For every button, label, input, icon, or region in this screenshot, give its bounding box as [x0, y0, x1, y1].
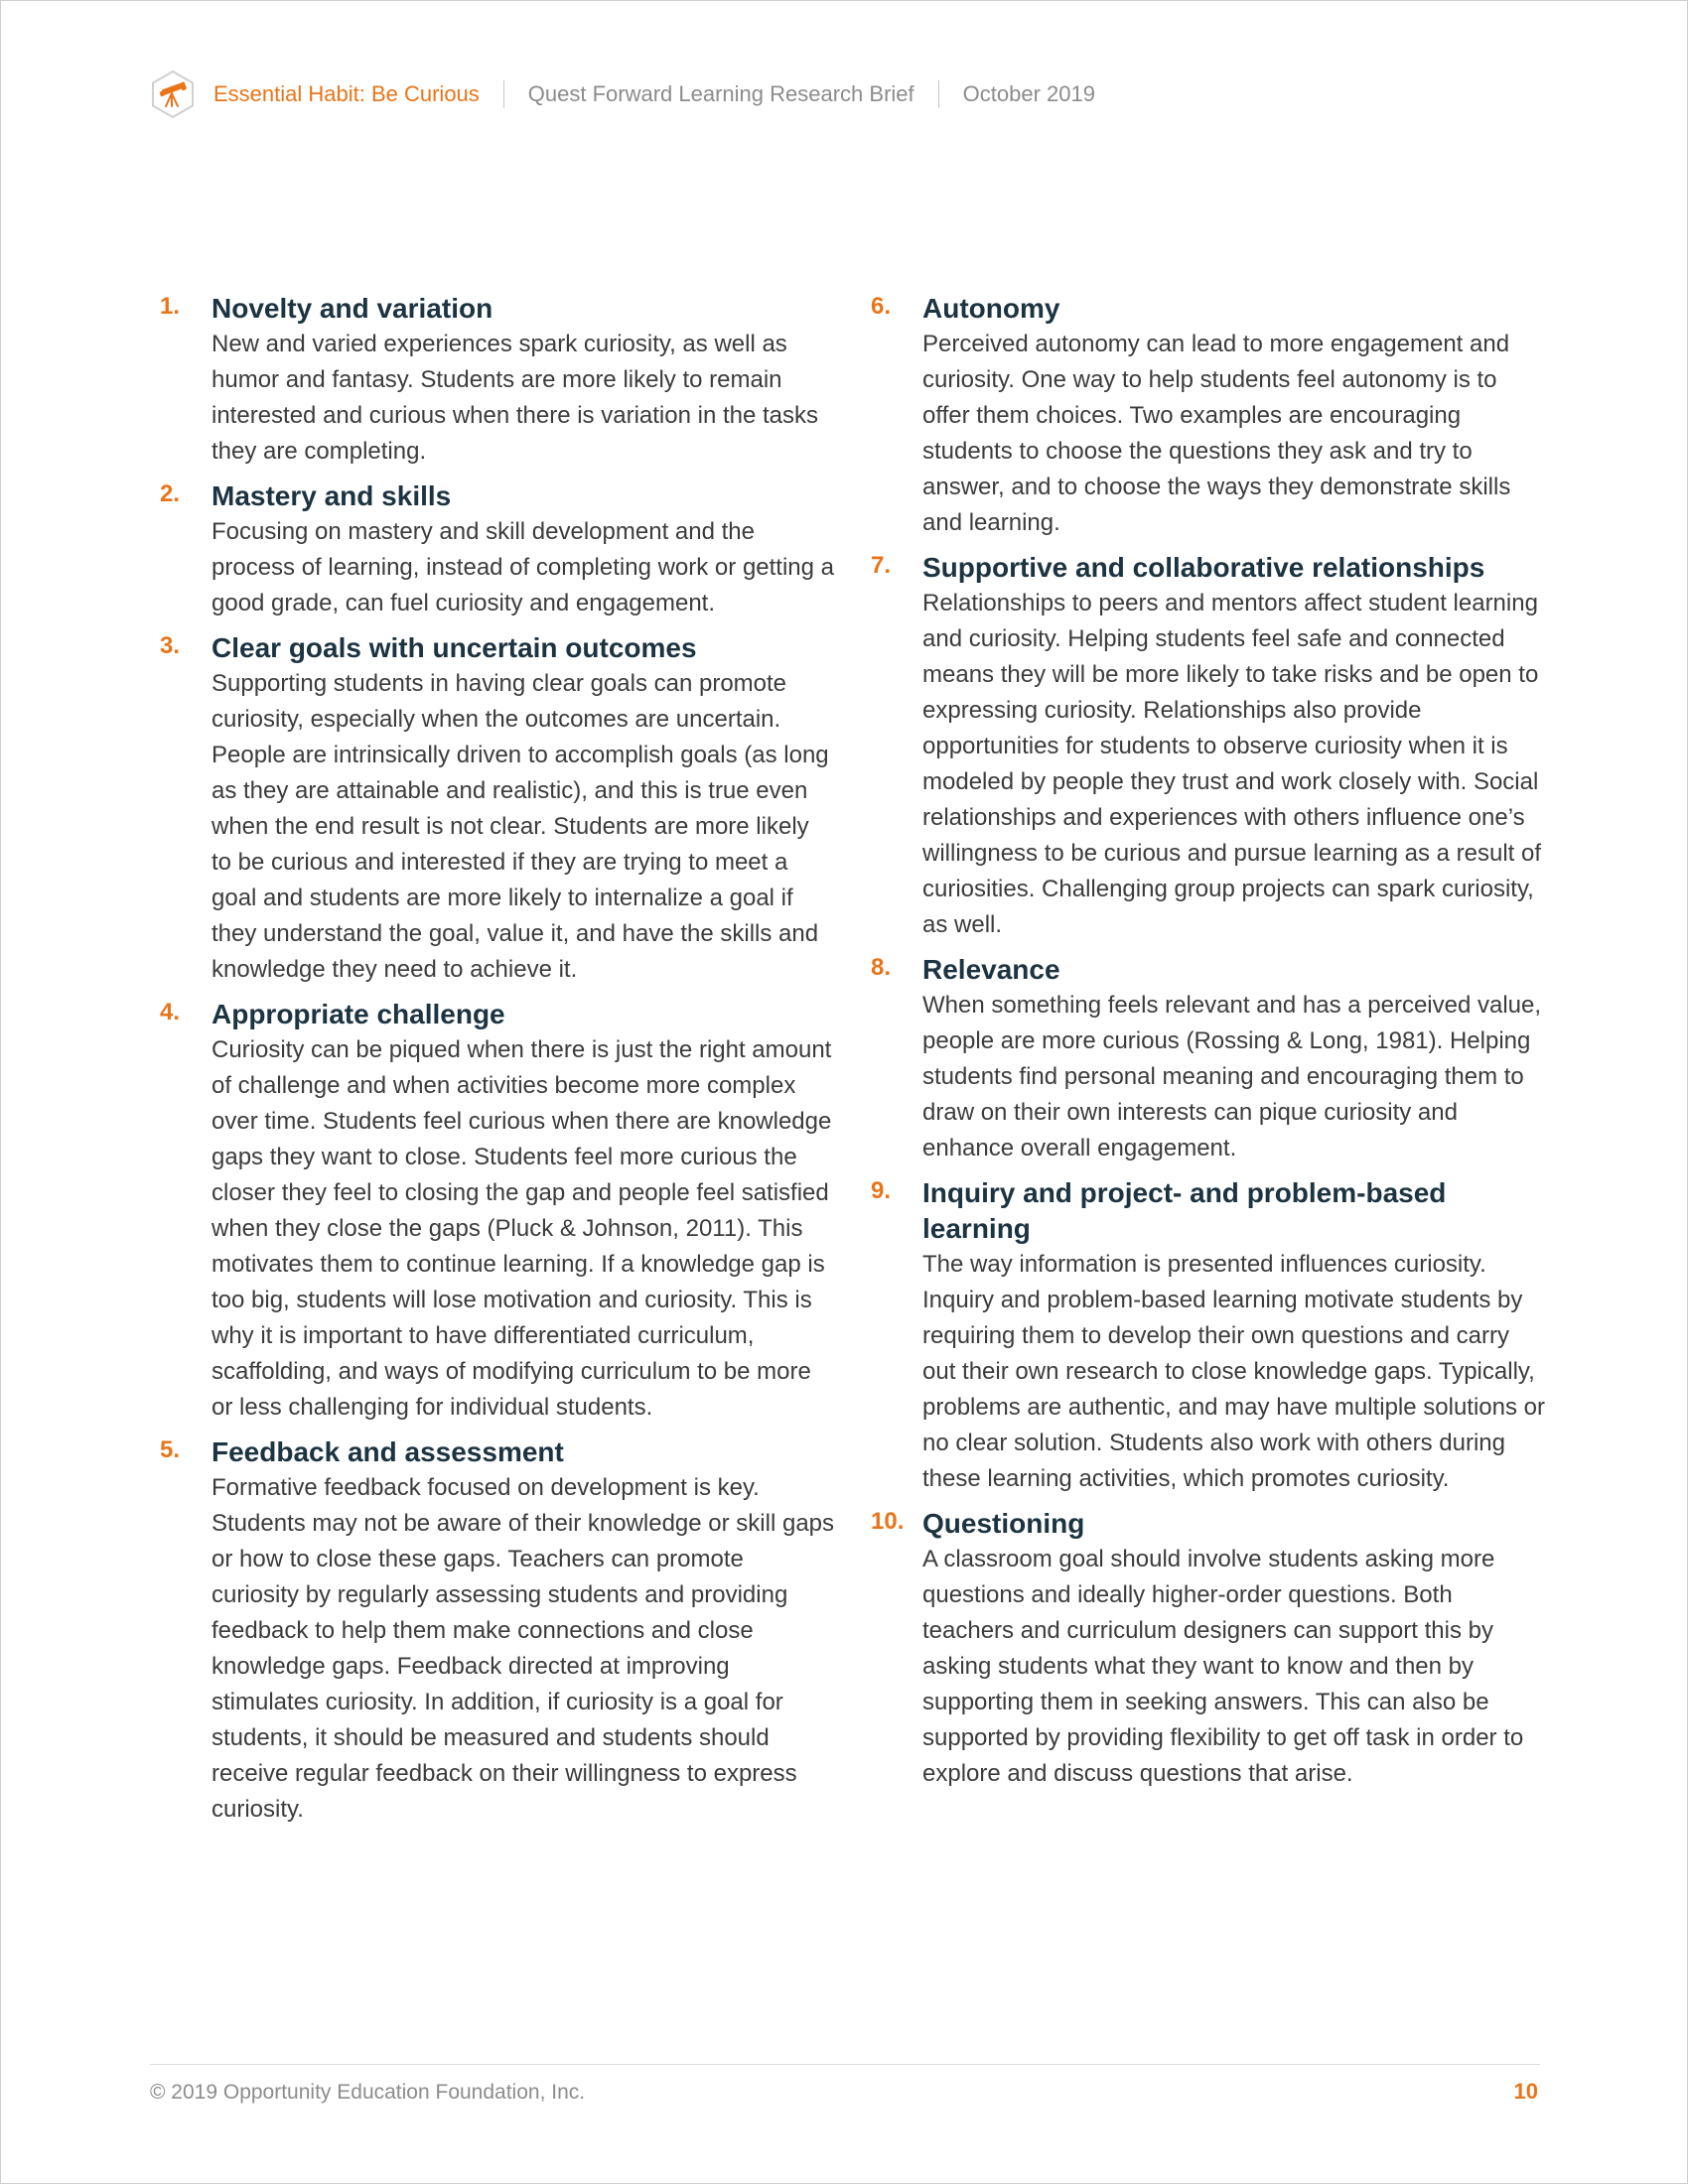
item-number: 7.	[871, 552, 892, 579]
item-body: A classroom goal should involve students asking more questions and ideally higher-order questions. Both teachers and curriculum designers can support this by asking students what they want to know and then by supporting them in seeking answers. This can also be supported by providing flexibility to get off task in order to explore and discuss questions that arise.	[922, 1546, 1524, 1787]
list-item	[871, 952, 1546, 1166]
item-body: Focusing on mastery and skill development and the process of learning, instead of completing work or getting a good grade, can fuel curiosity and engagement.	[211, 518, 835, 616]
item-number: 2.	[160, 480, 181, 507]
item-number: 9.	[871, 1177, 892, 1204]
item-number: 3.	[160, 632, 181, 659]
item-number: 5.	[160, 1436, 181, 1463]
item-title: Questioning	[922, 1508, 1085, 1539]
list-item	[871, 1175, 1546, 1497]
telescope-hexagon-icon	[150, 69, 196, 119]
item-title: Supportive and collaborative relationships	[922, 552, 1485, 583]
item-title: Novelty and variation	[211, 293, 493, 324]
item-body: Relationships to peers and mentors affect student learning and curiosity. Helping students feel safe and connected means they will be more likely to take risks and be open to expressing curiosity. Relationships also provide opportunities for students to observe curiosity when it is modeled by people they trust and work closely with. Social relationships and experiences with others influence one’s willingness to be curious and pursue learning as a result of curiosities. Challenging group projects can spark curiosity, as well.	[922, 590, 1542, 938]
header-divider	[503, 80, 504, 108]
list-item	[871, 550, 1546, 943]
list-item	[160, 478, 835, 621]
footer-divider	[150, 2064, 1540, 2065]
copyright-notice: © 2019 Opportunity Education Foundation, Inc.	[150, 2081, 586, 2104]
item-title: Appropriate challenge	[211, 999, 505, 1029]
left-column	[160, 291, 835, 1837]
item-title: Autonomy	[922, 293, 1060, 324]
list-item	[871, 1506, 1546, 1792]
item-title: Inquiry and project- and problem-based learning	[922, 1177, 1447, 1244]
page-number: 10	[1513, 2079, 1538, 2104]
list-item	[160, 1434, 835, 1828]
list-item	[160, 291, 835, 470]
item-title: Feedback and assessment	[211, 1436, 564, 1467]
item-body: The way information is presented influences curiosity. Inquiry and problem-based learning motivate students by requiring them to develop their own questions and carry out their own research to close knowledge gaps. Typically, problems are authentic, and may have multiple solutions or no clear solution. Students also work with others during these learning activities, which promotes curiosity.	[922, 1251, 1545, 1492]
publication-title: Quest Forward Learning Research Brief	[527, 81, 914, 106]
list-item	[871, 291, 1546, 541]
habit-title: Essential Habit: Be Curious	[213, 81, 480, 106]
item-number: 8.	[871, 954, 892, 981]
item-body: Supporting students in having clear goals can promote curiosity, especially when the outcomes are uncertain. People are intrinsically driven to accomplish goals (as long as they are attainable and realistic), and this is true even when the end result is not clear. Students are more likely to be curious and interested if they are trying to meet a goal and students are more likely to internalize a goal if they understand the goal, value it, and have the skills and knowledge they need to achieve it.	[211, 670, 829, 983]
item-body: Perceived autonomy can lead to more engagement and curiosity. One way to help students feel autonomy is to offer them choices. Two examples are encouraging students to choose the questions they ask and try to answer, and to choose the ways they demonstrate skills and learning.	[922, 331, 1511, 536]
item-number: 1.	[160, 293, 181, 320]
right-column	[871, 291, 1546, 1801]
list-item	[160, 997, 835, 1426]
list-item	[160, 630, 835, 988]
item-body: New and varied experiences spark curiosity, as well as humor and fantasy. Students are more likely to remain interested and curious when there is variation in the tasks they are completing.	[211, 331, 819, 465]
item-number: 10.	[871, 1508, 905, 1535]
item-body: When something feels relevant and has a perceived value, people are more curious (Rossing & Long, 1981). Helping students find personal meaning and encouraging them to draw on their own interests can pique curiosity and enhance overall engagement.	[922, 992, 1542, 1161]
item-title: Clear goals with uncertain outcomes	[211, 632, 697, 663]
item-number: 6.	[871, 293, 892, 320]
header-divider	[938, 80, 939, 108]
item-number: 4.	[160, 999, 181, 1025]
item-body: Curiosity can be piqued when there is just the right amount of challenge and when activities become more complex over time. Students feel curious when there are knowledge gaps they want to close. Students feel more curious the closer they feel to closing the gap and people feel satisfied when they close the gaps (Pluck & Johnson, 2011). This motivates them to continue learning. If a knowledge gap is too big, students will lose motivation and curiosity. This is why it is important to have differentiated curriculum, scaffolding, and ways of modifying curriculum to be more or less challenging for individual students.	[211, 1036, 832, 1421]
item-title: Relevance	[922, 954, 1060, 985]
item-title: Mastery and skills	[211, 480, 452, 511]
item-body: Formative feedback focused on development is key. Students may not be aware of their knowledge or skill gaps or how to close these gaps. Teachers can promote curiosity by regularly assessing students and providing feedback to help them make connections and close knowledge gaps. Feedback directed at improving stimulates curiosity. In addition, if curiosity is a goal for students, it should be measured and students should receive regular feedback on their willingness to express curiosity.	[211, 1474, 835, 1823]
page-header	[150, 67, 1095, 122]
publication-date: October 2019	[962, 81, 1095, 106]
